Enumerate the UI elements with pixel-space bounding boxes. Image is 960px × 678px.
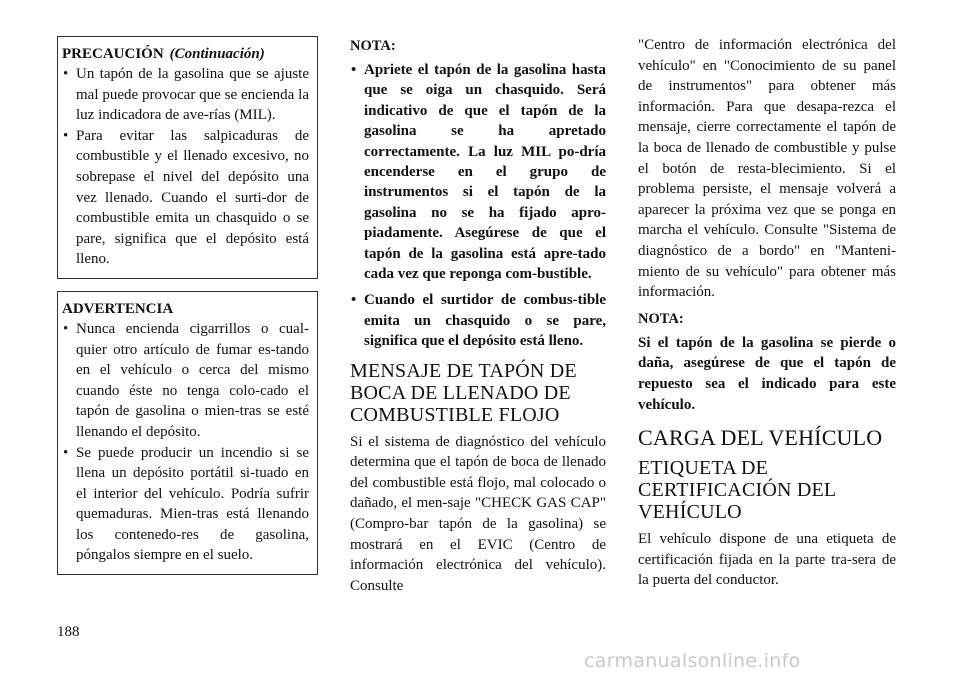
watermark: carmanualsonline.info bbox=[584, 650, 801, 672]
certification-paragraph: El vehículo dispone de una etiqueta de certificación fijada en la parte tra-sera de la puerta del conductor. bbox=[638, 531, 896, 589]
warning-item: • Nunca encienda cigarrillos o cual-quier otro artículo de fumar es-tando en el vehículo o cerca del mismo cuando éste no tenga colo-cado el tapón de gasolina o mien-tras se esté llenando el depósito. bbox=[62, 319, 309, 443]
caution-item: • Para evitar las salpicaduras de combustible y el llenado excesivo, no sobrepase el nivel del depósito una vez llenado. Cuando el surti-dor de combustible emita un chasquido o se pare, significa que el depósito está lleno. bbox=[62, 126, 309, 270]
caution-list bbox=[62, 64, 309, 270]
gas-cap-paragraph: Si el sistema de diagnóstico del vehículo determina que el tapón de boca de llenado del combustible está flojo, mal colocado o dañado, el men-saje "CHECK GAS CAP" (Compro-bar tapón de la gasolina) se mostrará en el EVIC (Centro de información electrónica del vehículo). Consulte bbox=[350, 433, 606, 594]
right-column bbox=[638, 35, 896, 591]
warning-item: • Se puede producir un incendio si se llena un depósito portátil si-tuado en el interior del vehículo. Podría sufrir quemaduras. Mien-tras está llenando los contenedo-res de gasolina, póngalos siempre en el suelo. bbox=[62, 443, 309, 567]
note-label: NOTA: bbox=[638, 310, 684, 327]
warning-list bbox=[62, 319, 309, 566]
caution-item: • Un tapón de la gasolina que se ajuste mal puede provocar que se encienda la luz indicadora de ave-rías (MIL). bbox=[62, 64, 309, 126]
section-heading-gas-cap: MENSAJE DE TAPÓN DE BOCA DE LLENADO DE COMBUSTIBLE FLOJO bbox=[350, 359, 577, 426]
warning-title: ADVERTENCIA bbox=[62, 300, 174, 317]
note-list bbox=[350, 60, 606, 352]
page-number: 188 bbox=[57, 624, 80, 640]
section-heading-certification-label: ETIQUETA DE CERTIFICACIÓN DEL VEHÍCULO bbox=[638, 457, 836, 524]
caution-continuation: (Continuación) bbox=[169, 46, 265, 62]
left-column bbox=[57, 36, 318, 575]
caution-title bbox=[62, 45, 309, 64]
section-heading-vehicle-load: CARGA DEL VEHÍCULO bbox=[638, 425, 883, 451]
note-text: Si el tapón de la gasolina se pierde o daña, asegúrese de que el tapón de repuesto sea el indicado para este vehículo. bbox=[638, 334, 896, 413]
note-label: NOTA: bbox=[350, 38, 396, 54]
warning-box bbox=[57, 291, 318, 575]
note-item: • Apriete el tapón de la gasolina hasta que se oiga un chasquido. Será indicativo de que el tapón de la gasolina se ha apretado correctamente. La luz MIL po-dría encenderse en el grupo de instrumentos si el tapón de la gasolina no se ha fijado apro-piadamente. Asegúrese de que el tapón de la gasolina está apre-tado cada vez que reponga com-bustible. bbox=[350, 60, 606, 284]
note-item: • Cuando el surtidor de combus-tible emita un chasquido o se pare, significa que el depósito está lleno. bbox=[350, 290, 606, 351]
middle-column bbox=[350, 36, 606, 596]
gas-cap-paragraph-continued: "Centro de información electrónica del vehículo" en "Conocimiento de su panel de instrumentos" para obtener más información. Para que desapa-rezca el mensaje, cierre correctamente el tapón de la boca de llenado de combustible y pulse el botón de resta-blecimiento. Si el problema persiste, el mensaje volverá a aparecer la próxima vez que se ponga en marcha el vehículo. Consulte "Sistema de diagnóstico de a bordo" en "Manteni-miento de su vehículo" para obtener más información. bbox=[638, 37, 896, 301]
caution-title-text: PRECAUCIÓN bbox=[62, 46, 164, 62]
caution-box bbox=[57, 36, 318, 279]
